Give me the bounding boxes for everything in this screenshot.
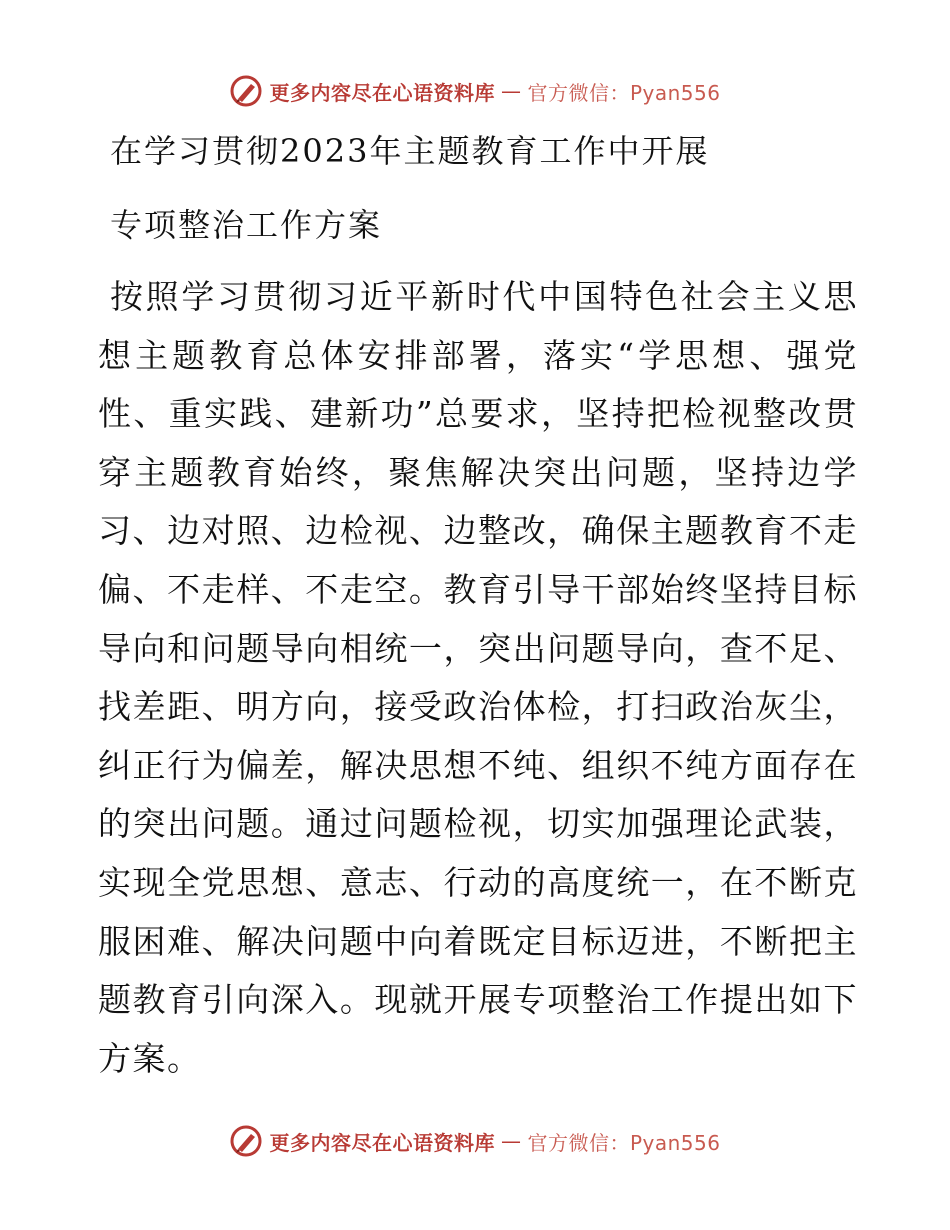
watermark-separator: — — [500, 1129, 522, 1153]
watermark-account: 官方微信：Pyan556 — [527, 80, 721, 105]
watermark-separator: — — [500, 79, 522, 103]
pen-logo-icon — [229, 74, 263, 108]
body-paragraph: 按照学习贯彻习近平新时代中国特色社会主义思想主题教育总体安排部署，落实“学思想、强党性、重实践、建新功”总要求，坚持把检视整改贯穿主题教育始终，聚焦解决突出问题，坚持边学习、边对照、边检视、边整改，确保主题教育不走偏、不走样、不走空。教育引导干部始终坚持目标导向和问题导向相统一，突出问题导向，查不足、找差距、明方向，接受政治体检，打扫政治灰尘，纠正行为偏差，解决思想不纯、组织不纯方面存在的突出问题。通过问题检视，切实加强理论武装，实现全党思想、意志、行动的高度统一，在不断克服困难、解决问题中向着既定目标迈进，不断把主题教育引向深入。现就开展专项整治工作提出如下方案。 — [98, 277, 858, 1078]
watermark-account: 官方微信：Pyan556 — [527, 1130, 721, 1155]
document-title-line-2: 专项整治工作方案 — [110, 206, 383, 244]
document-title-line-1: 在学习贯彻2023年主题教育工作中开展 — [110, 132, 710, 170]
watermark-footer — [0, 1124, 950, 1158]
watermark-main-text: 更多内容尽在心语资料库 — [269, 80, 495, 105]
watermark-main-text: 更多内容尽在心语资料库 — [269, 1130, 495, 1155]
watermark-header — [0, 74, 950, 108]
pen-logo-icon — [229, 1124, 263, 1158]
